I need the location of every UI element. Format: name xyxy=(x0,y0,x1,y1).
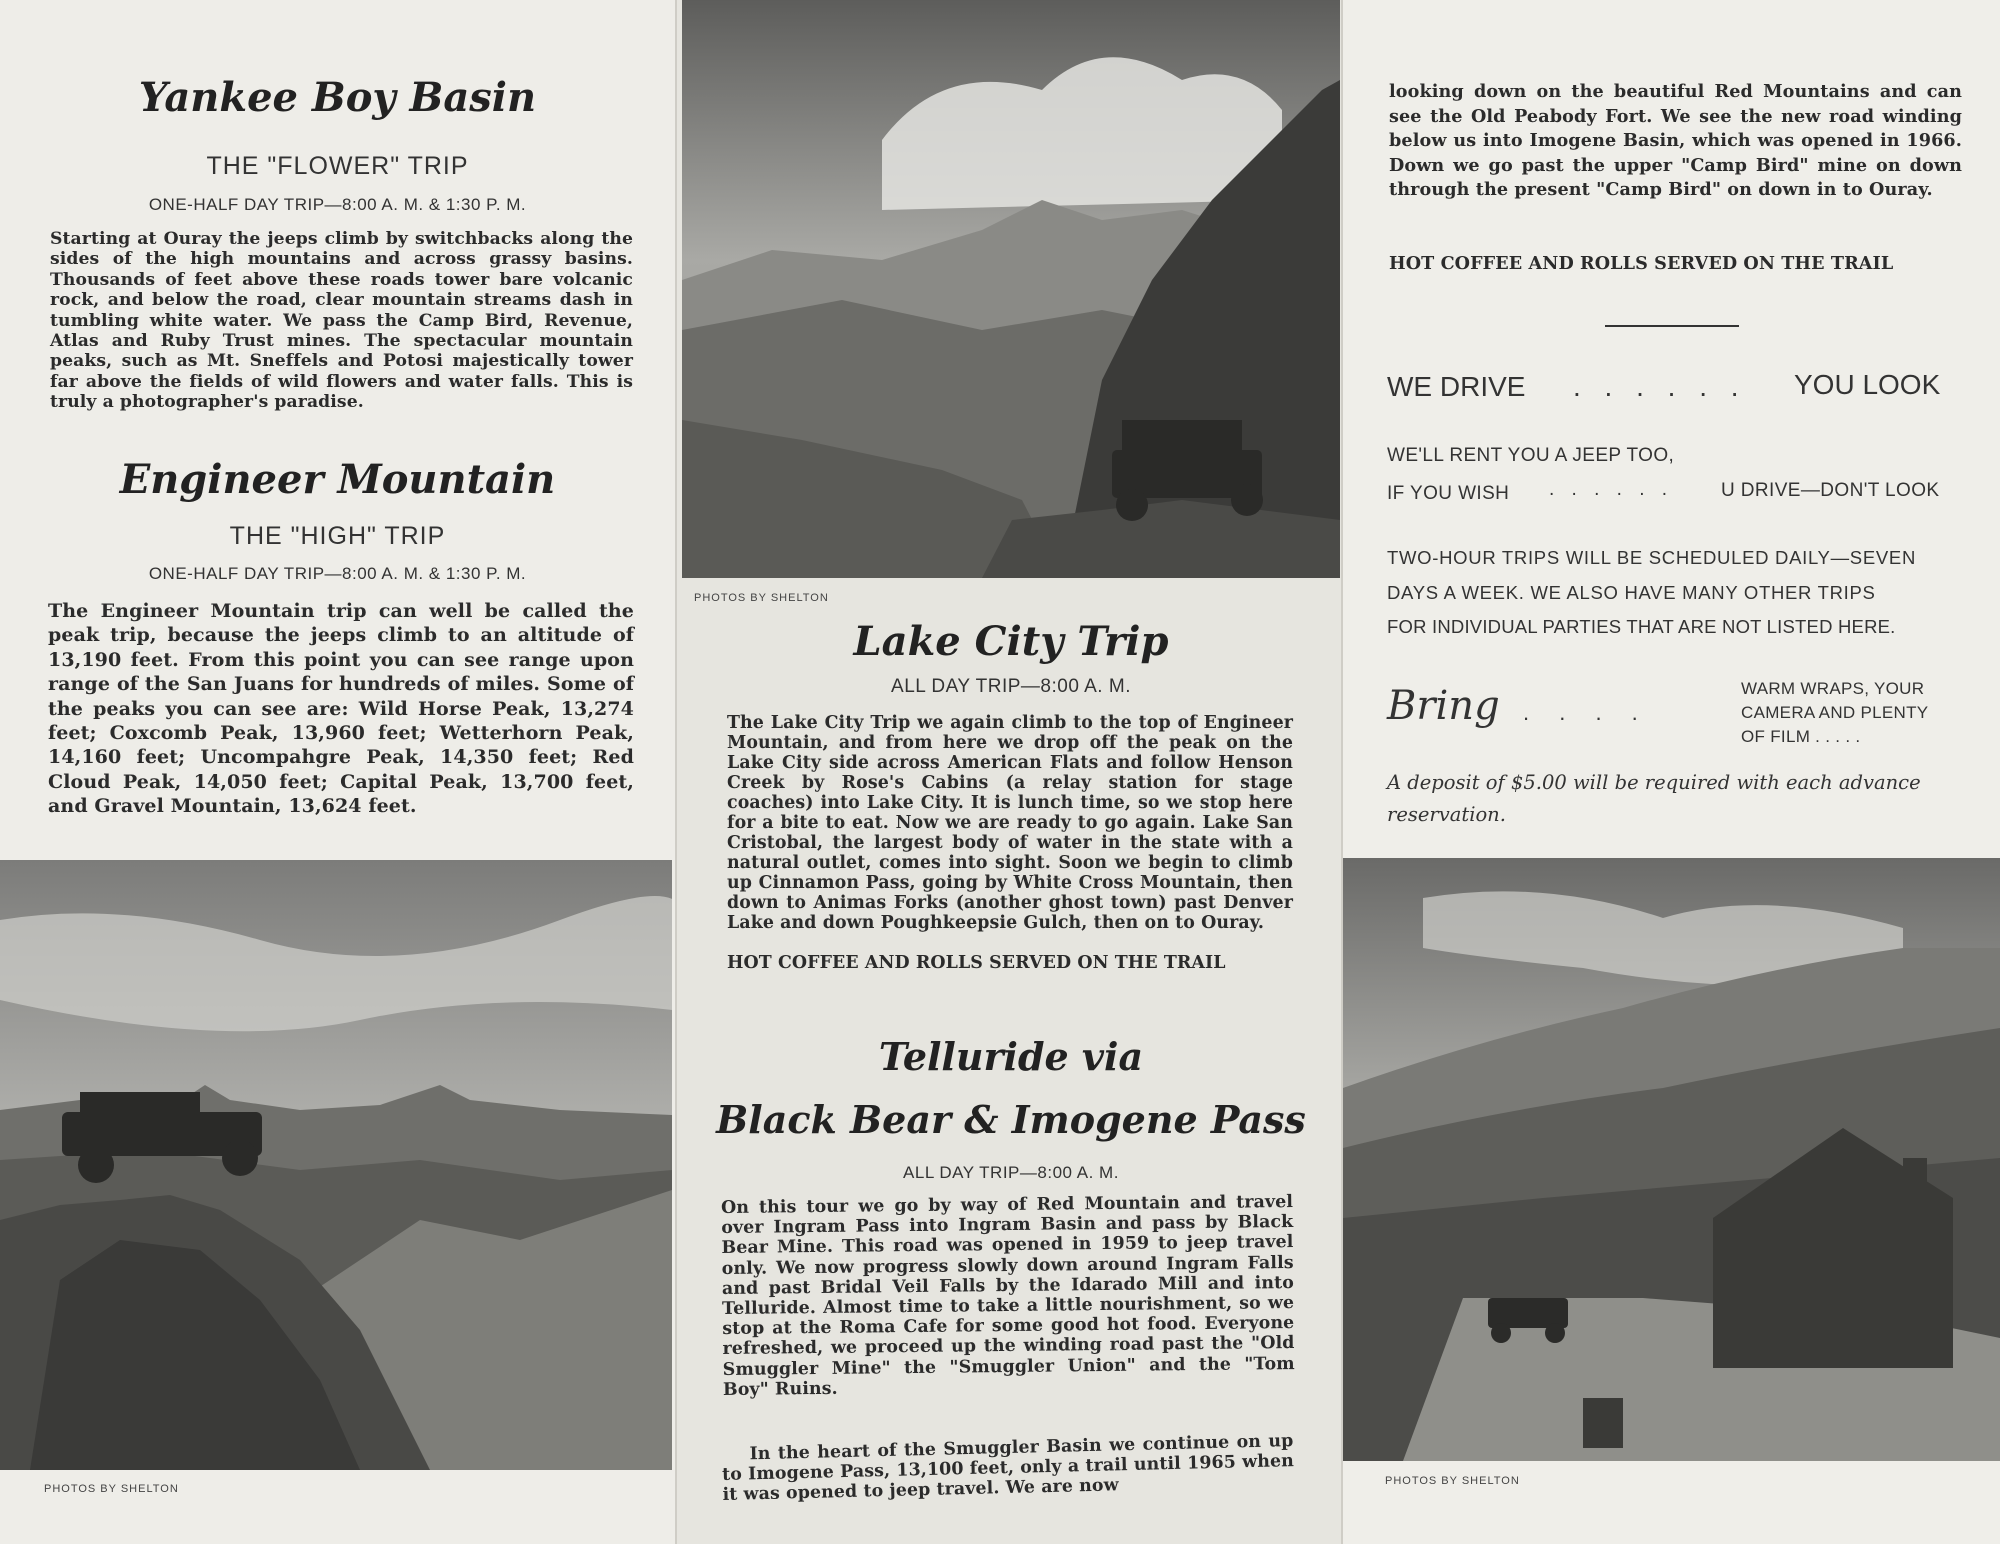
bring-list-3: OF FILM . . . . . xyxy=(1741,727,1861,746)
left-photo-credit: PHOTOS BY SHELTON xyxy=(44,1483,179,1495)
engineer-mountain-title: Engineer Mountain xyxy=(119,456,556,503)
two-hour-line-1: TWO-HOUR TRIPS WILL BE SCHEDULED DAILY—SEVEN xyxy=(1387,547,1917,568)
middle-panel xyxy=(675,0,1343,1544)
bring-list-1: WARM WRAPS, YOUR xyxy=(1741,679,1925,698)
yankee-body: Starting at Ouray the jeeps climb by switchbacks along the sides of the high mountains and across grassy basins. Thousands of feet above these roads tower bare volcanic rock, and below the road, clear mountain streams dash in tumbling white water. We pass the Camp Bird, Revenue, Atlas and Ruby Trust mines. The spectacular mountain peaks, such as Mt. Sneffels and Potosi majestically tower far above the fields of wild flowers and water falls. This is truly a photographer's paradise. xyxy=(50,229,633,413)
telluride-schedule: ALL DAY TRIP—8:00 A. M. xyxy=(903,1163,1119,1182)
you-look-label: YOU LOOK xyxy=(1794,369,1941,400)
bring-list-2: CAMERA AND PLENTY xyxy=(1741,703,1929,722)
telluride-body-1: On this tour we go by way of Red Mountain and travel over Ingram Pass into Ingram Basin and pass by Black Bear Mine. This road was opened in 1959 to jeep travel only. We now progress slowly down around Ingram Falls and past Bridal Veil Falls by the Idarado Mill and into Telluride. Almost time to take a little nourishment, so we stop at the Roma Cafe for some good hot food. Everyone refreshed, we proceed up the winding road past the "Old Smuggler Mine" the "Smuggler Union" and the "Tom Boy" Ruins. xyxy=(720,1192,1295,1400)
divider-line xyxy=(1605,325,1739,327)
lake-city-footer: HOT COFFEE AND ROLLS SERVED ON THE TRAIL xyxy=(727,953,1226,973)
yankee-schedule: ONE-HALF DAY TRIP—8:00 A. M. & 1:30 P. M. xyxy=(148,195,527,214)
telluride-title-line2: Black Bear & Imogene Pass xyxy=(716,1097,1306,1142)
right-photo-credit: PHOTOS BY SHELTON xyxy=(1385,1475,1520,1487)
two-hour-line-3: FOR INDIVIDUAL PARTIES THAT ARE NOT LISTED HERE. xyxy=(1387,616,1896,637)
we-drive-dots: . . . . . . xyxy=(1573,371,1747,402)
lake-city-schedule: ALL DAY TRIP—8:00 A. M. xyxy=(891,676,1131,697)
deposit-line-1: A deposit of $5.00 will be required with each advance xyxy=(1387,771,1921,794)
lake-city-trip-title: Lake City Trip xyxy=(853,618,1169,665)
lake-city-body: The Lake City Trip we again climb to the top of Engineer Mountain, and from here we drop off the peak on the Lake City side across American Flats and follow Henson Creek by Rose's Cabins (a relay station for stage coaches) into Lake City. It is lunch time, so we stop here for a bite to eat. Now we are ready to go again. Lake San Cristobal, the largest body of water in the state with a natural outlet, comes into sight. Soon we begin to climb up Cinnamon Pass, going by White Cross Mountain, then down to Animas Forks (another ghost town) past Denver Lake and down Poughkeepsie Gulch, then on to Ouray. xyxy=(727,713,1293,933)
bring-label: Bring xyxy=(1387,683,1500,729)
rent-dots: . . . . . . xyxy=(1549,479,1674,500)
telluride-continued-body: looking down on the beautiful Red Mountains and can see the Old Peabody Fort. We see the new road winding below us into Imogene Basin, which was opened in 1966. Down we go past the upper "Camp Bird" mine on down through the present "Camp Bird" on down in to Ouray. xyxy=(1389,81,1962,201)
bring-dots: . . . . xyxy=(1523,700,1650,725)
middle-photo-credit: PHOTOS BY SHELTON xyxy=(694,592,829,604)
left-panel xyxy=(0,0,675,1544)
mountain-cabin-photo xyxy=(1343,858,2000,1461)
rent-line-1: WE'LL RENT YOU A JEEP TOO, xyxy=(1387,445,1675,466)
engineer-schedule: ONE-HALF DAY TRIP—8:00 A. M. & 1:30 P. M. xyxy=(148,564,527,583)
yankee-subtitle: THE "FLOWER" TRIP xyxy=(206,152,469,180)
engineer-subtitle: THE "HIGH" TRIP xyxy=(229,522,446,550)
yankee-boy-basin-title: Yankee Boy Basin xyxy=(138,74,537,121)
right-panel xyxy=(1343,0,2000,1544)
u-drive-label: U DRIVE—DON'T LOOK xyxy=(1721,480,1940,501)
jeep-on-cliff-photo xyxy=(0,860,672,1470)
we-drive-label: WE DRIVE xyxy=(1387,371,1526,402)
telluride-title-line1: Telluride via xyxy=(878,1034,1144,1079)
two-hour-line-2: DAYS A WEEK. WE ALSO HAVE MANY OTHER TRIPS xyxy=(1387,582,1876,603)
telluride-body-2: In the heart of the Smuggler Basin we continue on up to Imogene Pass, 13,100 feet, only a trail until 1965 when it was opened to jeep travel. We are now xyxy=(721,1431,1295,1506)
jeep-on-mountain-road-photo xyxy=(682,0,1340,578)
rent-line-2: IF YOU WISH xyxy=(1387,483,1510,504)
deposit-line-2: reservation. xyxy=(1387,803,1506,826)
right-coffee-line: HOT COFFEE AND ROLLS SERVED ON THE TRAIL xyxy=(1389,253,1894,274)
engineer-body: The Engineer Mountain trip can well be called the peak trip, because the jeeps climb to an altitude of 13,190 feet. From this point you can see range upon range of the San Juans for hundreds of miles. Some of the peaks you can see are: Wild Horse Peak, 13,274 feet; Coxcomb Peak, 13,960 feet; Wetterhorn Peak, 14,160 feet; Uncompahgre Peak, 14,350 feet; Red Cloud Peak, 14,050 feet; Capital Peak, 13,700 feet, and Gravel Mountain, 13,624 feet. xyxy=(48,600,634,818)
